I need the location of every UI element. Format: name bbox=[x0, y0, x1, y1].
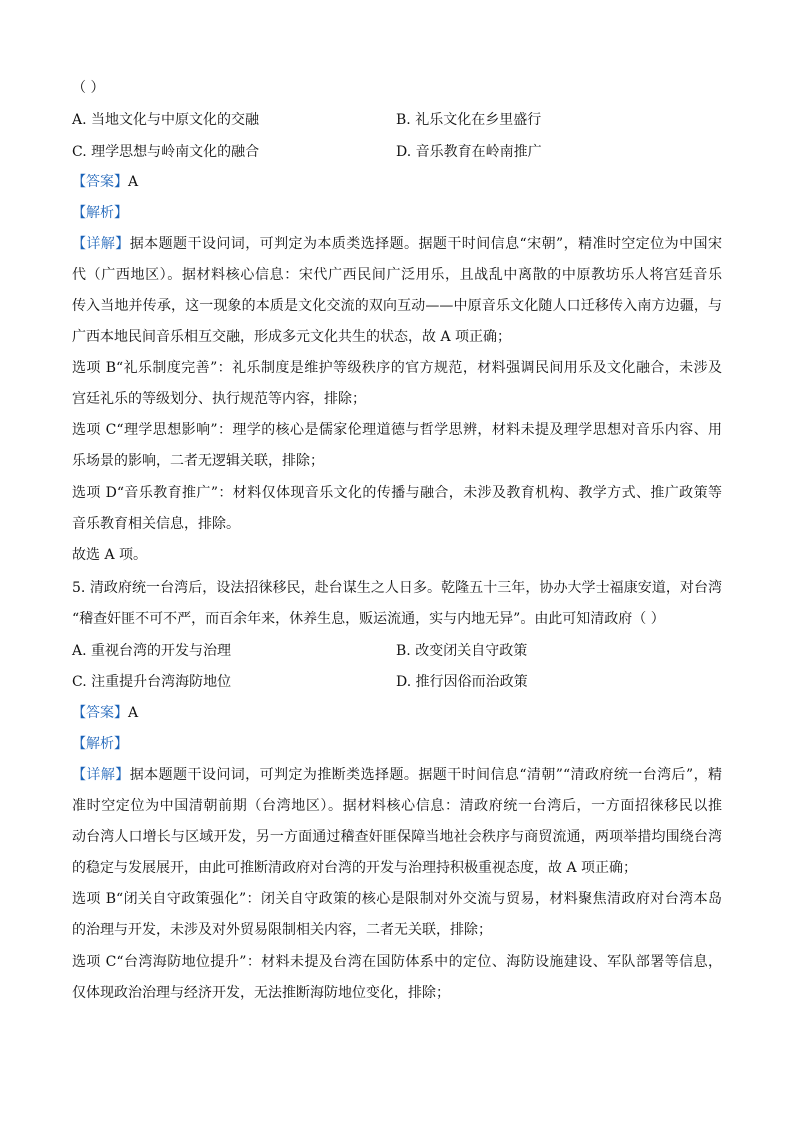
q4-option-d-analysis-1: 选项 D“音乐教育推广”：材料仅体现音乐文化的传播与融合，未涉及教育机构、教学方式、推广政策等 bbox=[72, 485, 722, 501]
q4-option-b-analysis-1: 选项 B“礼乐制度完善”：礼乐制度是维护等级秩序的官方规范，材料强调民间用乐及文化融合，未涉及 bbox=[72, 360, 722, 376]
q4-answer-line bbox=[72, 172, 722, 192]
q5-detail-line-2: 准时空定位为中国清朝前期（台湾地区）。据材料核心信息：清政府统一台湾后，一方面招徕移民以推 bbox=[72, 798, 722, 814]
q4-option-b-analysis-2: 宫廷礼乐的等级划分、执行规范等内容，排除； bbox=[72, 391, 366, 407]
detail-tag: 【详解】 bbox=[72, 767, 130, 783]
answer-tag: 【答案】 bbox=[72, 174, 128, 190]
answer-value: A bbox=[128, 174, 139, 190]
q5-option-c: C. 注重提升台湾海防地位 bbox=[72, 674, 232, 690]
q4-conclusion: 故选 A 项。 bbox=[72, 547, 148, 563]
q4-option-a: A. 当地文化与中原文化的交融 bbox=[72, 112, 260, 128]
answer-value: A bbox=[128, 705, 139, 721]
q5-option-b-analysis-1: 选项 B“闭关自守政策强化”：闭关自守政策的核心是限制对外交流与贸易，材料聚焦清政府对台湾本岛 bbox=[72, 891, 722, 907]
q4-detail-line-2: 代（广西地区）。据材料核心信息：宋代广西民间广泛用乐，且战乱中离散的中原教坊乐人将宫廷音乐 bbox=[72, 267, 722, 283]
q5-stem-line-1: 5. 清政府统一台湾后，设法招徕移民，赴台谋生之人日多。乾隆五十三年，协办大学士福康安道，对台湾 bbox=[72, 580, 722, 596]
q5-option-c-analysis-2: 仅体现政治治理与经济开发，无法推断海防地位变化，排除； bbox=[72, 985, 450, 1001]
q4-option-c: C. 理学思想与岭南文化的融合 bbox=[72, 144, 260, 160]
q5-detail-line-3: 动台湾人口增长与区域开发，另一方面通过稽查奸匪保障当地社会秩序与商贸流通，两项举措均围绕台湾 bbox=[72, 829, 722, 845]
q4-analysis-tag: 【解析】 bbox=[72, 205, 128, 221]
q5-option-d: D. 推行因俗而治政策 bbox=[396, 674, 528, 690]
q4-option-d-analysis-2: 音乐教育相关信息，排除。 bbox=[72, 516, 240, 532]
q5-answer-line bbox=[72, 703, 722, 723]
q5-detail-line-4: 的稳定与发展展开，由此可推断清政府对台湾的开发与治理持积极重视态度，故 A 项正确； bbox=[72, 860, 638, 876]
q5-option-a: A. 重视台湾的开发与治理 bbox=[72, 643, 232, 659]
q5-option-b-analysis-2: 的治理与开发，未涉及对外贸易限制相关内容，二者无关联，排除； bbox=[72, 922, 492, 938]
q4-option-c-analysis-1: 选项 C“理学思想影响”：理学的核心是儒家伦理道德与哲学思辨，材料未提及理学思想对音乐内容、用 bbox=[72, 422, 722, 438]
q4-option-d: D. 音乐教育在岭南推广 bbox=[396, 144, 542, 160]
q4-option-b: B. 礼乐文化在乡里盛行 bbox=[396, 112, 542, 128]
q5-analysis-tag: 【解析】 bbox=[72, 736, 128, 752]
q5-option-b: B. 改变闭关自守政策 bbox=[396, 643, 528, 659]
q4-detail-line-1: 【详解】据本题题干设问词，可判定为本质类选择题。据题干时间信息“宋朝”，精准时空定位为中国宋 bbox=[72, 236, 722, 252]
q4-answer-paren: （ ） bbox=[72, 80, 105, 96]
answer-tag: 【答案】 bbox=[72, 705, 128, 721]
q5-detail-line-1: 【详解】据本题题干设问词，可判定为推断类选择题。据题干时间信息“清朝”“清政府统一台湾后”，精 bbox=[72, 767, 722, 783]
q4-option-c-analysis-2: 乐场景的影响，二者无逻辑关联，排除； bbox=[72, 453, 324, 469]
q4-detail-line-4: 广西本地民间音乐相互交融，形成多元文化共生的状态，故 A 项正确； bbox=[72, 329, 512, 345]
q4-detail-line-3: 传入当地并传承，这一现象的本质是文化交流的双向互动——中原音乐文化随人口迁移传入南方边疆，与 bbox=[72, 298, 722, 314]
q5-option-c-analysis-1: 选项 C“台湾海防地位提升”：材料未提及台湾在国防体系中的定位、海防设施建设、军队部署等信息， bbox=[72, 954, 722, 970]
q5-stem-line-2: “稽查奸匪不可不严，而百余年来，休养生息，贩运流通，实与内地无异”。由此可知清政府（ ） bbox=[72, 611, 665, 627]
detail-tag: 【详解】 bbox=[72, 236, 130, 252]
